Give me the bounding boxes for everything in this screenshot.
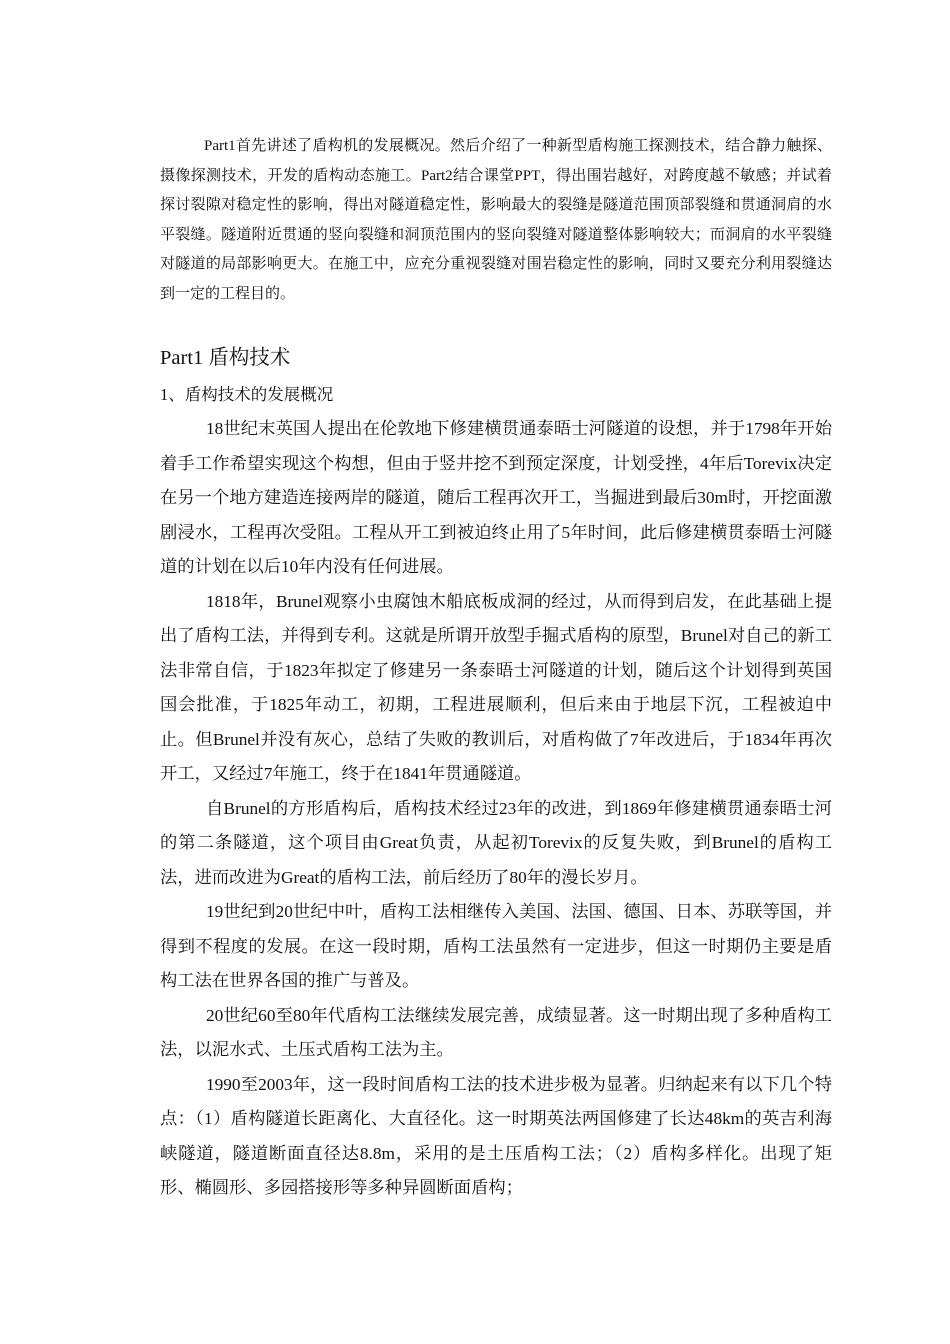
abstract-paragraph: Part1首先讲述了盾构机的发展概况。然后介绍了一种新型盾构施工探测技术，结合静力触探、摄像探测技术，开发的盾构动态施工。Part2结合课堂PPT，得出围岩越好，对跨度越不敏感；并试着探讨裂隙对稳定性的影响，得出对隧道稳定性，影响最大的裂缝是隧道范围顶部裂缝和贯通洞肩的水平裂缝。隧道附近贯通的竖向裂缝和洞顶范围内的竖向裂缝对隧道整体影响较大；而洞肩的水平裂缝对隧道的局部影响更大。在施工中，应充分重视裂缝对围岩稳定性的影响，同时又要充分利用裂缝达到一定的工程目的。	[160, 138, 832, 302]
body-text	[160, 412, 832, 1206]
paragraph-thames-tunnel-history: 18世纪末英国人提出在伦敦地下修建横贯通泰晤士河隧道的设想，并于1798年开始着手工作希望实现这个构想，但由于竖井挖不到预定深度，计划受挫，4年后Torevix决定在另一个地方建造连接两岸的隧道，随后工程再次开工，当掘进到最后30m时，开挖面激剧浸水，工程再次受阻。工程从开工到被迫终止用了5年时间，此后修建横贯泰晤士河隧道的计划在以后10年内没有任何进展。	[160, 419, 832, 576]
paragraph-60s-80s: 20世纪60至80年代盾构工法继续发展完善，成绩显著。这一时期出现了多种盾构工法，以泥水式、土压式盾构工法为主。	[160, 1005, 832, 1059]
paragraph-1990-2003: 1990至2003年，这一段时间盾构工法的技术进步极为显著。归纳起来有以下几个特点：（1）盾构隧道长距离化、大直径化。这一时期英法两国修建了长达48km的英吉利海峡隧道，隧道断面直径达8.8m，采用的是土压盾构工法；（2）盾构多样化。出现了矩形、椭圆形、多园搭接形等多种异圆断面盾构；	[160, 1074, 832, 1197]
paragraph-great-shield: 自Brunel的方形盾构后，盾构技术经过23年的改进，到1869年修建横贯通泰晤士河的第二条隧道，这个项目由Great负责，从起初Torevix的反复失败，到Brunel的盾构工法，进而改进为Great的盾构工法，前后经历了80年的漫长岁月。	[160, 798, 832, 887]
paragraph-global-spread: 19世纪到20世纪中叶，盾构工法相继传入美国、法国、德国、日本、苏联等国，并得到不程度的发展。在这一段时期，盾构工法虽然有一定进步，但这一时期仍主要是盾构工法在世界各国的推广与普及。	[160, 902, 832, 990]
section-heading: 1、盾构技术的发展概况	[160, 385, 334, 404]
paragraph-brunel-shield: 1818年，Brunel观察小虫腐蚀木船底板成洞的经过，从而得到启发，在此基础上提出了盾构工法，并得到专利。这就是所谓开放型手掘式盾构的原型，Brunel对自己的新工法非常自信，于1823年拟定了修建另一条泰晤士河隧道的计划，随后这个计划得到英国国会批准，于1825年动工，初期，工程进展顺利，但后来由于地层下沉，工程被迫中止。但Brunel并没有灰心，总结了失败的教训后，对盾构做了7年改进后，于1834年再次开工，又经过7年施工，终于在1841年贯通隧道。	[160, 591, 832, 783]
part-heading: Part1 盾构技术	[160, 347, 291, 369]
